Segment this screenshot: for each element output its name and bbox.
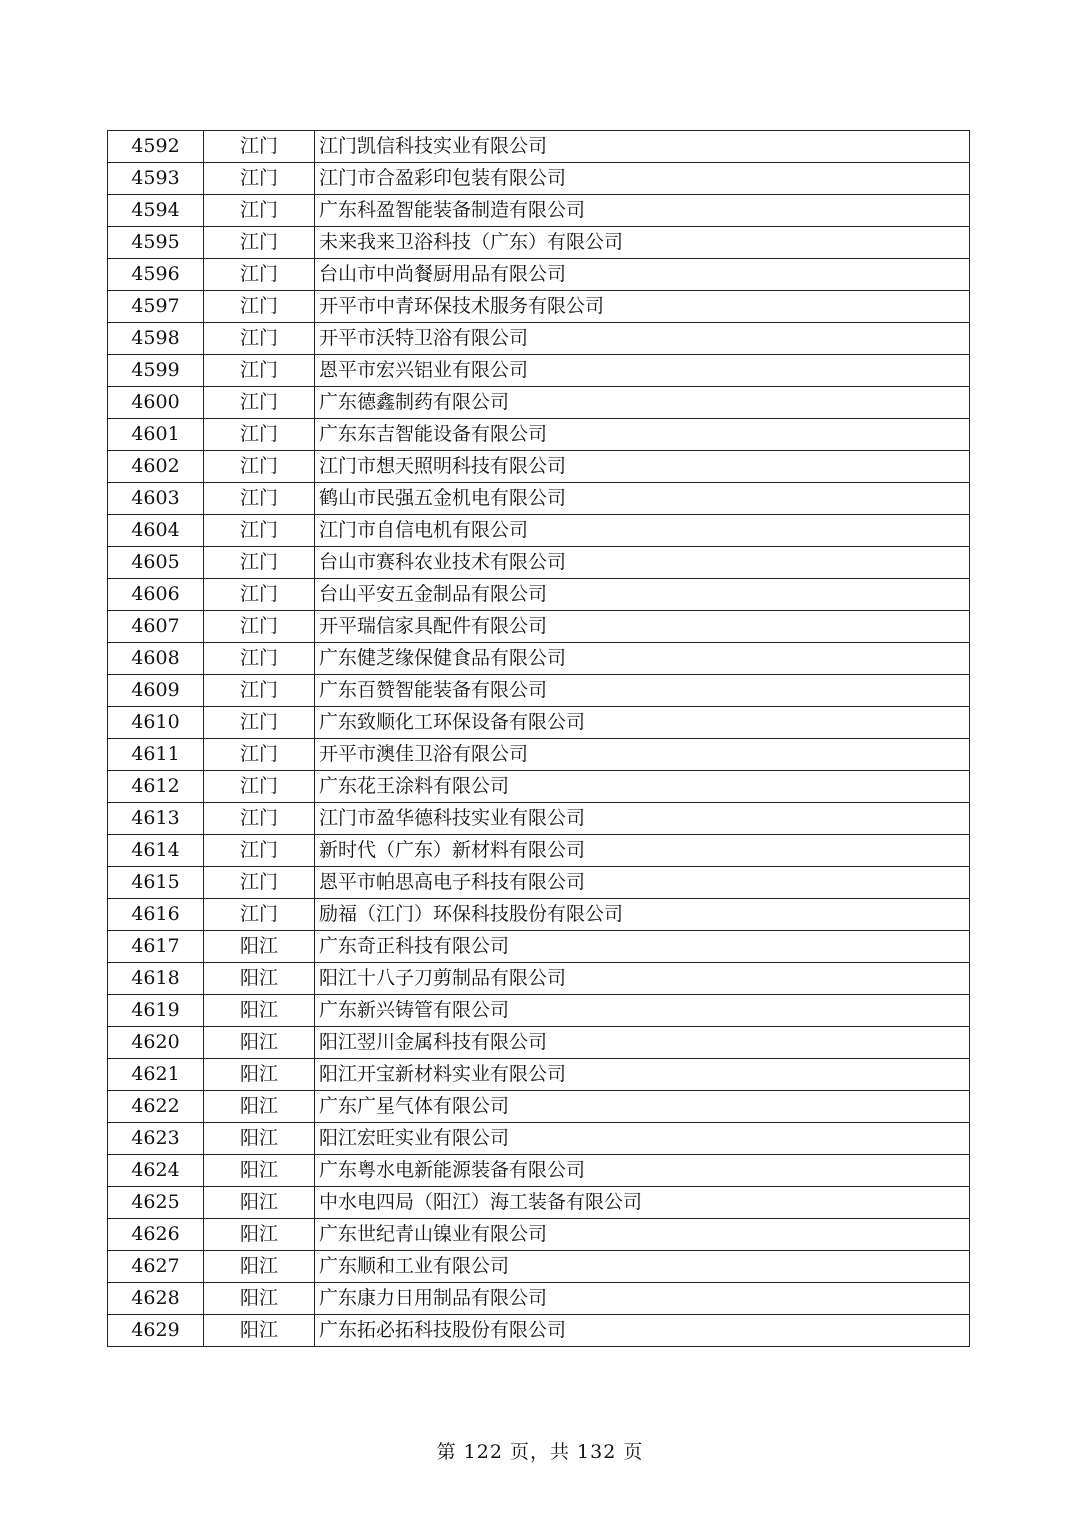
row-number-cell: 4625	[108, 1187, 204, 1219]
company-name-cell: 江门市盈华德科技实业有限公司	[315, 803, 970, 835]
row-number-cell: 4607	[108, 611, 204, 643]
row-number-cell: 4615	[108, 867, 204, 899]
city-cell: 江门	[204, 899, 315, 931]
company-name-cell: 中水电四局（阳江）海工装备有限公司	[315, 1187, 970, 1219]
table-row	[108, 1315, 970, 1347]
row-number-cell: 4602	[108, 451, 204, 483]
row-number-cell: 4614	[108, 835, 204, 867]
table-row	[108, 1251, 970, 1283]
table-row	[108, 1027, 970, 1059]
city-cell: 江门	[204, 739, 315, 771]
row-number-cell: 4603	[108, 483, 204, 515]
row-number-cell: 4618	[108, 963, 204, 995]
table-row	[108, 1123, 970, 1155]
table-row	[108, 547, 970, 579]
company-name-cell: 广东东吉智能设备有限公司	[315, 419, 970, 451]
company-list-table	[107, 130, 970, 1347]
city-cell: 阳江	[204, 1315, 315, 1347]
city-cell: 江门	[204, 675, 315, 707]
row-number-cell: 4599	[108, 355, 204, 387]
table-row	[108, 1059, 970, 1091]
city-cell: 阳江	[204, 1027, 315, 1059]
company-name-cell: 广东健芝缘保健食品有限公司	[315, 643, 970, 675]
row-number-cell: 4593	[108, 163, 204, 195]
city-cell: 江门	[204, 483, 315, 515]
table-row	[108, 995, 970, 1027]
row-number-cell: 4621	[108, 1059, 204, 1091]
city-cell: 江门	[204, 707, 315, 739]
table-row	[108, 515, 970, 547]
company-name-cell: 广东奇正科技有限公司	[315, 931, 970, 963]
table-row	[108, 611, 970, 643]
company-name-cell: 广东粤水电新能源装备有限公司	[315, 1155, 970, 1187]
company-name-cell: 广东致顺化工环保设备有限公司	[315, 707, 970, 739]
table-row	[108, 739, 970, 771]
city-cell: 阳江	[204, 1091, 315, 1123]
row-number-cell: 4611	[108, 739, 204, 771]
city-cell: 阳江	[204, 1123, 315, 1155]
row-number-cell: 4624	[108, 1155, 204, 1187]
table-row	[108, 963, 970, 995]
table-row	[108, 131, 970, 163]
city-cell: 阳江	[204, 1155, 315, 1187]
company-name-cell: 广东拓必拓科技股份有限公司	[315, 1315, 970, 1347]
company-name-cell: 广东顺和工业有限公司	[315, 1251, 970, 1283]
company-name-cell: 台山市赛科农业技术有限公司	[315, 547, 970, 579]
table-row	[108, 355, 970, 387]
table-row	[108, 1219, 970, 1251]
table-row	[108, 643, 970, 675]
table-row	[108, 771, 970, 803]
row-number-cell: 4606	[108, 579, 204, 611]
row-number-cell: 4598	[108, 323, 204, 355]
row-number-cell: 4613	[108, 803, 204, 835]
row-number-cell: 4604	[108, 515, 204, 547]
city-cell: 阳江	[204, 995, 315, 1027]
row-number-cell: 4617	[108, 931, 204, 963]
row-number-cell: 4595	[108, 227, 204, 259]
row-number-cell: 4597	[108, 291, 204, 323]
table-row	[108, 835, 970, 867]
city-cell: 江门	[204, 867, 315, 899]
table-row	[108, 291, 970, 323]
company-name-cell: 广东康力日用制品有限公司	[315, 1283, 970, 1315]
table-row	[108, 1283, 970, 1315]
city-cell: 江门	[204, 419, 315, 451]
company-name-cell: 恩平市帕思高电子科技有限公司	[315, 867, 970, 899]
table-row	[108, 803, 970, 835]
table-row	[108, 195, 970, 227]
city-cell: 江门	[204, 227, 315, 259]
row-number-cell: 4600	[108, 387, 204, 419]
company-name-cell: 江门凯信科技实业有限公司	[315, 131, 970, 163]
table-row	[108, 163, 970, 195]
row-number-cell: 4605	[108, 547, 204, 579]
table-row	[108, 579, 970, 611]
table-row	[108, 931, 970, 963]
company-name-cell: 励福（江门）环保科技股份有限公司	[315, 899, 970, 931]
company-name-cell: 江门市自信电机有限公司	[315, 515, 970, 547]
row-number-cell: 4612	[108, 771, 204, 803]
city-cell: 江门	[204, 291, 315, 323]
row-number-cell: 4601	[108, 419, 204, 451]
city-cell: 阳江	[204, 1187, 315, 1219]
city-cell: 江门	[204, 131, 315, 163]
row-number-cell: 4619	[108, 995, 204, 1027]
row-number-cell: 4620	[108, 1027, 204, 1059]
city-cell: 阳江	[204, 1059, 315, 1091]
table-row	[108, 451, 970, 483]
city-cell: 江门	[204, 163, 315, 195]
company-name-cell: 广东新兴铸管有限公司	[315, 995, 970, 1027]
row-number-cell: 4596	[108, 259, 204, 291]
table-row	[108, 1187, 970, 1219]
city-cell: 江门	[204, 195, 315, 227]
company-name-cell: 台山市中尚餐厨用品有限公司	[315, 259, 970, 291]
company-name-cell: 广东百赞智能装备有限公司	[315, 675, 970, 707]
company-name-cell: 台山平安五金制品有限公司	[315, 579, 970, 611]
company-name-cell: 广东花王涂料有限公司	[315, 771, 970, 803]
company-name-cell: 广东科盈智能装备制造有限公司	[315, 195, 970, 227]
city-cell: 江门	[204, 387, 315, 419]
city-cell: 江门	[204, 803, 315, 835]
city-cell: 江门	[204, 835, 315, 867]
row-number-cell: 4616	[108, 899, 204, 931]
company-name-cell: 未来我来卫浴科技（广东）有限公司	[315, 227, 970, 259]
city-cell: 阳江	[204, 1219, 315, 1251]
company-name-cell: 鹤山市民强五金机电有限公司	[315, 483, 970, 515]
city-cell: 江门	[204, 771, 315, 803]
table-row	[108, 1091, 970, 1123]
company-name-cell: 开平市中青环保技术服务有限公司	[315, 291, 970, 323]
city-cell: 江门	[204, 643, 315, 675]
row-number-cell: 4626	[108, 1219, 204, 1251]
table-row	[108, 1155, 970, 1187]
row-number-cell: 4622	[108, 1091, 204, 1123]
table-row	[108, 675, 970, 707]
company-name-cell: 阳江宏旺实业有限公司	[315, 1123, 970, 1155]
city-cell: 江门	[204, 259, 315, 291]
table-body	[108, 131, 970, 1347]
city-cell: 江门	[204, 451, 315, 483]
company-name-cell: 阳江开宝新材料实业有限公司	[315, 1059, 970, 1091]
company-name-cell: 江门市想天照明科技有限公司	[315, 451, 970, 483]
table-row	[108, 259, 970, 291]
city-cell: 江门	[204, 611, 315, 643]
city-cell: 阳江	[204, 1251, 315, 1283]
company-name-cell: 开平市澳佳卫浴有限公司	[315, 739, 970, 771]
row-number-cell: 4609	[108, 675, 204, 707]
row-number-cell: 4610	[108, 707, 204, 739]
city-cell: 江门	[204, 355, 315, 387]
row-number-cell: 4594	[108, 195, 204, 227]
city-cell: 江门	[204, 323, 315, 355]
table-row	[108, 867, 970, 899]
company-name-cell: 开平瑞信家具配件有限公司	[315, 611, 970, 643]
row-number-cell: 4628	[108, 1283, 204, 1315]
company-name-cell: 阳江十八子刀剪制品有限公司	[315, 963, 970, 995]
city-cell: 阳江	[204, 931, 315, 963]
company-name-cell: 江门市合盈彩印包装有限公司	[315, 163, 970, 195]
city-cell: 江门	[204, 547, 315, 579]
row-number-cell: 4627	[108, 1251, 204, 1283]
row-number-cell: 4629	[108, 1315, 204, 1347]
table-row	[108, 323, 970, 355]
company-name-cell: 恩平市宏兴铝业有限公司	[315, 355, 970, 387]
city-cell: 阳江	[204, 1283, 315, 1315]
company-name-cell: 广东世纪青山镍业有限公司	[315, 1219, 970, 1251]
table-row	[108, 899, 970, 931]
table-row	[108, 707, 970, 739]
table-row	[108, 419, 970, 451]
company-name-cell: 阳江翌川金属科技有限公司	[315, 1027, 970, 1059]
page-footer: 第 122 页，共 132 页	[436, 1441, 644, 1463]
table-row	[108, 483, 970, 515]
city-cell: 阳江	[204, 963, 315, 995]
company-name-cell: 开平市沃特卫浴有限公司	[315, 323, 970, 355]
row-number-cell: 4592	[108, 131, 204, 163]
city-cell: 江门	[204, 579, 315, 611]
row-number-cell: 4608	[108, 643, 204, 675]
row-number-cell: 4623	[108, 1123, 204, 1155]
company-name-cell: 新时代（广东）新材料有限公司	[315, 835, 970, 867]
table-row	[108, 387, 970, 419]
city-cell: 江门	[204, 515, 315, 547]
table-row	[108, 227, 970, 259]
company-name-cell: 广东德鑫制药有限公司	[315, 387, 970, 419]
company-name-cell: 广东广星气体有限公司	[315, 1091, 970, 1123]
